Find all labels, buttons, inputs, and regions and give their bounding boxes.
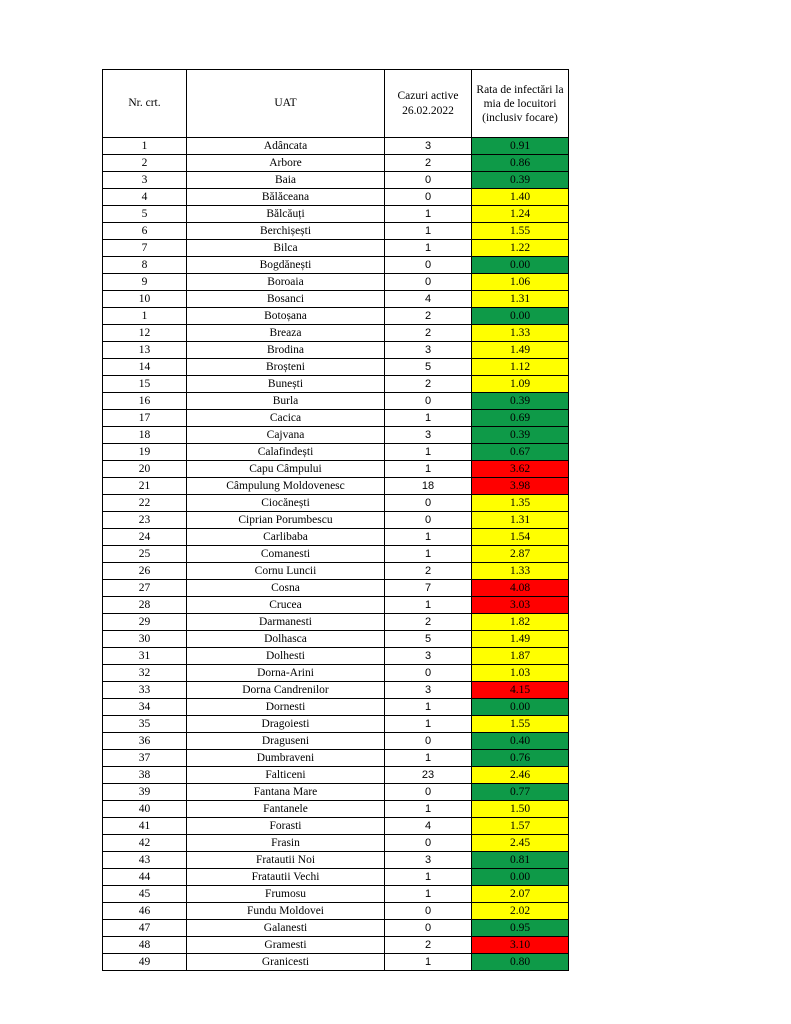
row-cases: 4 (385, 291, 472, 308)
row-uat: Dolhasca (187, 631, 385, 648)
table-row (103, 699, 569, 716)
row-uat: Berchișești (187, 223, 385, 240)
table-header-row (103, 70, 569, 138)
row-nr: 2 (103, 155, 187, 172)
row-rate: 0.00 (472, 257, 569, 274)
table-row (103, 563, 569, 580)
table-row (103, 308, 569, 325)
table-row (103, 920, 569, 937)
row-uat: Capu Câmpului (187, 461, 385, 478)
row-nr: 37 (103, 750, 187, 767)
row-nr: 23 (103, 512, 187, 529)
table-row (103, 512, 569, 529)
row-cases: 1 (385, 597, 472, 614)
row-nr: 25 (103, 546, 187, 563)
row-cases: 0 (385, 733, 472, 750)
row-cases: 2 (385, 308, 472, 325)
row-uat: Cacica (187, 410, 385, 427)
row-uat: Dorna-Arini (187, 665, 385, 682)
row-nr: 36 (103, 733, 187, 750)
row-cases: 0 (385, 189, 472, 206)
row-cases: 3 (385, 682, 472, 699)
row-cases: 7 (385, 580, 472, 597)
table-row (103, 648, 569, 665)
row-nr: 8 (103, 257, 187, 274)
table-row (103, 716, 569, 733)
row-rate: 0.00 (472, 699, 569, 716)
row-nr: 39 (103, 784, 187, 801)
row-rate: 1.49 (472, 342, 569, 359)
row-rate: 1.50 (472, 801, 569, 818)
table-row (103, 257, 569, 274)
row-cases: 0 (385, 393, 472, 410)
row-uat: Cosna (187, 580, 385, 597)
row-nr: 9 (103, 274, 187, 291)
row-nr: 43 (103, 852, 187, 869)
table-row (103, 461, 569, 478)
row-uat: Fratautii Vechi (187, 869, 385, 886)
row-cases: 1 (385, 699, 472, 716)
row-uat: Carlibaba (187, 529, 385, 546)
table-row (103, 427, 569, 444)
header-nr: Nr. crt. (103, 70, 187, 138)
row-uat: Arbore (187, 155, 385, 172)
header-uat: UAT (187, 70, 385, 138)
table-row (103, 767, 569, 784)
row-rate: 1.12 (472, 359, 569, 376)
row-rate: 1.31 (472, 291, 569, 308)
row-rate: 0.69 (472, 410, 569, 427)
row-cases: 2 (385, 376, 472, 393)
row-nr: 21 (103, 478, 187, 495)
row-cases: 1 (385, 444, 472, 461)
table-row (103, 274, 569, 291)
table-row (103, 580, 569, 597)
row-rate: 1.54 (472, 529, 569, 546)
row-rate: 1.49 (472, 631, 569, 648)
row-cases: 1 (385, 716, 472, 733)
row-cases: 3 (385, 427, 472, 444)
row-nr: 3 (103, 172, 187, 189)
row-uat: Bunești (187, 376, 385, 393)
table-row (103, 818, 569, 835)
table-row (103, 631, 569, 648)
table-row (103, 376, 569, 393)
row-nr: 46 (103, 903, 187, 920)
row-nr: 41 (103, 818, 187, 835)
row-cases: 3 (385, 342, 472, 359)
row-uat: Cajvana (187, 427, 385, 444)
table-row (103, 189, 569, 206)
row-uat: Bogdănești (187, 257, 385, 274)
row-rate: 1.57 (472, 818, 569, 835)
row-nr: 13 (103, 342, 187, 359)
table-row (103, 155, 569, 172)
row-cases: 0 (385, 665, 472, 682)
table-row (103, 801, 569, 818)
table-row (103, 954, 569, 971)
row-nr: 35 (103, 716, 187, 733)
row-nr: 22 (103, 495, 187, 512)
row-nr: 1 (103, 308, 187, 325)
row-rate: 1.55 (472, 223, 569, 240)
row-uat: Fundu Moldovei (187, 903, 385, 920)
row-nr: 33 (103, 682, 187, 699)
row-rate: 1.24 (472, 206, 569, 223)
row-nr: 47 (103, 920, 187, 937)
row-uat: Ciprian Porumbescu (187, 512, 385, 529)
row-cases: 3 (385, 852, 472, 869)
row-nr: 19 (103, 444, 187, 461)
row-uat: Fantanele (187, 801, 385, 818)
row-rate: 0.86 (472, 155, 569, 172)
table-row (103, 937, 569, 954)
table-row (103, 835, 569, 852)
row-uat: Calafindești (187, 444, 385, 461)
row-rate: 0.77 (472, 784, 569, 801)
row-uat: Falticeni (187, 767, 385, 784)
row-nr: 44 (103, 869, 187, 886)
row-uat: Brodina (187, 342, 385, 359)
header-cases: Cazuri active 26.02.2022 (385, 70, 472, 138)
row-cases: 0 (385, 257, 472, 274)
row-nr: 20 (103, 461, 187, 478)
row-cases: 0 (385, 512, 472, 529)
row-nr: 14 (103, 359, 187, 376)
row-rate: 1.06 (472, 274, 569, 291)
row-uat: Botoșana (187, 308, 385, 325)
row-rate: 1.09 (472, 376, 569, 393)
row-rate: 1.03 (472, 665, 569, 682)
row-rate: 0.76 (472, 750, 569, 767)
row-cases: 2 (385, 614, 472, 631)
row-cases: 0 (385, 784, 472, 801)
row-rate: 0.91 (472, 138, 569, 155)
row-uat: Fratautii Noi (187, 852, 385, 869)
table-row (103, 495, 569, 512)
row-nr: 28 (103, 597, 187, 614)
row-cases: 1 (385, 886, 472, 903)
table-row (103, 546, 569, 563)
row-cases: 2 (385, 325, 472, 342)
table-row (103, 478, 569, 495)
row-uat: Bălcăuți (187, 206, 385, 223)
row-nr: 4 (103, 189, 187, 206)
row-rate: 1.40 (472, 189, 569, 206)
row-rate: 1.35 (472, 495, 569, 512)
row-rate: 0.80 (472, 954, 569, 971)
table-row (103, 393, 569, 410)
row-cases: 0 (385, 495, 472, 512)
row-uat: Draguseni (187, 733, 385, 750)
row-uat: Comanesti (187, 546, 385, 563)
row-uat: Galanesti (187, 920, 385, 937)
header-rate: Rata de infectări la mia de locuitori (inclusiv focare) (472, 70, 569, 138)
row-nr: 48 (103, 937, 187, 954)
row-uat: Granicesti (187, 954, 385, 971)
row-cases: 1 (385, 206, 472, 223)
row-rate: 2.45 (472, 835, 569, 852)
row-nr: 34 (103, 699, 187, 716)
row-cases: 1 (385, 240, 472, 257)
table-row (103, 138, 569, 155)
row-uat: Dumbraveni (187, 750, 385, 767)
row-rate: 4.08 (472, 580, 569, 597)
table-row (103, 529, 569, 546)
table-row (103, 784, 569, 801)
table-row (103, 614, 569, 631)
row-uat: Darmanesti (187, 614, 385, 631)
row-uat: Dragoiesti (187, 716, 385, 733)
row-uat: Boroaia (187, 274, 385, 291)
row-uat: Forasti (187, 818, 385, 835)
row-nr: 17 (103, 410, 187, 427)
row-rate: 0.95 (472, 920, 569, 937)
row-cases: 3 (385, 138, 472, 155)
row-uat: Burla (187, 393, 385, 410)
table-body (103, 138, 569, 971)
row-rate: 0.39 (472, 427, 569, 444)
row-cases: 1 (385, 410, 472, 427)
row-uat: Gramesti (187, 937, 385, 954)
row-rate: 1.55 (472, 716, 569, 733)
row-uat: Cornu Luncii (187, 563, 385, 580)
row-cases: 1 (385, 869, 472, 886)
row-cases: 2 (385, 937, 472, 954)
row-cases: 1 (385, 529, 472, 546)
table-row (103, 410, 569, 427)
row-rate: 0.40 (472, 733, 569, 750)
row-rate: 0.81 (472, 852, 569, 869)
table-row (103, 886, 569, 903)
row-uat: Frumosu (187, 886, 385, 903)
row-nr: 1 (103, 138, 187, 155)
row-nr: 30 (103, 631, 187, 648)
row-uat: Frasin (187, 835, 385, 852)
row-uat: Crucea (187, 597, 385, 614)
row-rate: 1.33 (472, 325, 569, 342)
row-nr: 18 (103, 427, 187, 444)
row-cases: 4 (385, 818, 472, 835)
row-cases: 5 (385, 359, 472, 376)
row-rate: 0.67 (472, 444, 569, 461)
row-cases: 0 (385, 920, 472, 937)
row-cases: 5 (385, 631, 472, 648)
row-nr: 45 (103, 886, 187, 903)
row-rate: 1.31 (472, 512, 569, 529)
row-rate: 1.22 (472, 240, 569, 257)
row-nr: 6 (103, 223, 187, 240)
row-cases: 0 (385, 903, 472, 920)
row-uat: Adâncata (187, 138, 385, 155)
row-cases: 0 (385, 172, 472, 189)
table-row (103, 172, 569, 189)
row-nr: 24 (103, 529, 187, 546)
row-uat: Ciocănești (187, 495, 385, 512)
row-uat: Bilca (187, 240, 385, 257)
row-rate: 3.03 (472, 597, 569, 614)
table-row (103, 682, 569, 699)
row-uat: Bălăceana (187, 189, 385, 206)
row-cases: 1 (385, 223, 472, 240)
row-rate: 1.33 (472, 563, 569, 580)
row-cases: 2 (385, 563, 472, 580)
row-rate: 2.46 (472, 767, 569, 784)
row-nr: 5 (103, 206, 187, 223)
row-rate: 1.82 (472, 614, 569, 631)
row-nr: 40 (103, 801, 187, 818)
row-cases: 1 (385, 801, 472, 818)
row-nr: 29 (103, 614, 187, 631)
row-nr: 27 (103, 580, 187, 597)
table-row (103, 733, 569, 750)
table-row (103, 852, 569, 869)
row-uat: Broșteni (187, 359, 385, 376)
row-cases: 3 (385, 648, 472, 665)
row-nr: 31 (103, 648, 187, 665)
row-nr: 26 (103, 563, 187, 580)
row-nr: 10 (103, 291, 187, 308)
row-uat: Breaza (187, 325, 385, 342)
row-rate: 2.02 (472, 903, 569, 920)
row-cases: 0 (385, 835, 472, 852)
row-uat: Dornesti (187, 699, 385, 716)
row-nr: 15 (103, 376, 187, 393)
row-nr: 49 (103, 954, 187, 971)
row-rate: 2.87 (472, 546, 569, 563)
row-nr: 16 (103, 393, 187, 410)
row-cases: 1 (385, 461, 472, 478)
row-rate: 0.00 (472, 308, 569, 325)
table-row (103, 359, 569, 376)
row-cases: 1 (385, 750, 472, 767)
row-rate: 4.15 (472, 682, 569, 699)
row-uat: Baia (187, 172, 385, 189)
row-uat: Fantana Mare (187, 784, 385, 801)
table-row (103, 750, 569, 767)
table-row (103, 444, 569, 461)
row-cases: 0 (385, 274, 472, 291)
table-row (103, 223, 569, 240)
row-nr: 42 (103, 835, 187, 852)
row-rate: 2.07 (472, 886, 569, 903)
table-row (103, 869, 569, 886)
uat-infection-table (102, 69, 569, 971)
table-row (103, 206, 569, 223)
row-rate: 3.10 (472, 937, 569, 954)
row-cases: 1 (385, 546, 472, 563)
row-rate: 0.00 (472, 869, 569, 886)
table-row (103, 325, 569, 342)
row-cases: 18 (385, 478, 472, 495)
row-uat: Dolhesti (187, 648, 385, 665)
row-rate: 0.39 (472, 393, 569, 410)
row-cases: 23 (385, 767, 472, 784)
row-uat: Dorna Candrenilor (187, 682, 385, 699)
row-uat: Bosanci (187, 291, 385, 308)
row-cases: 2 (385, 155, 472, 172)
table-row (103, 240, 569, 257)
row-nr: 12 (103, 325, 187, 342)
row-rate: 1.87 (472, 648, 569, 665)
table-row (103, 597, 569, 614)
table-row (103, 665, 569, 682)
row-rate: 3.62 (472, 461, 569, 478)
row-uat: Câmpulung Moldovenesc (187, 478, 385, 495)
table-row (103, 291, 569, 308)
row-rate: 3.98 (472, 478, 569, 495)
row-cases: 1 (385, 954, 472, 971)
table-row (103, 342, 569, 359)
table-row (103, 903, 569, 920)
row-nr: 7 (103, 240, 187, 257)
row-nr: 32 (103, 665, 187, 682)
row-rate: 0.39 (472, 172, 569, 189)
row-nr: 38 (103, 767, 187, 784)
